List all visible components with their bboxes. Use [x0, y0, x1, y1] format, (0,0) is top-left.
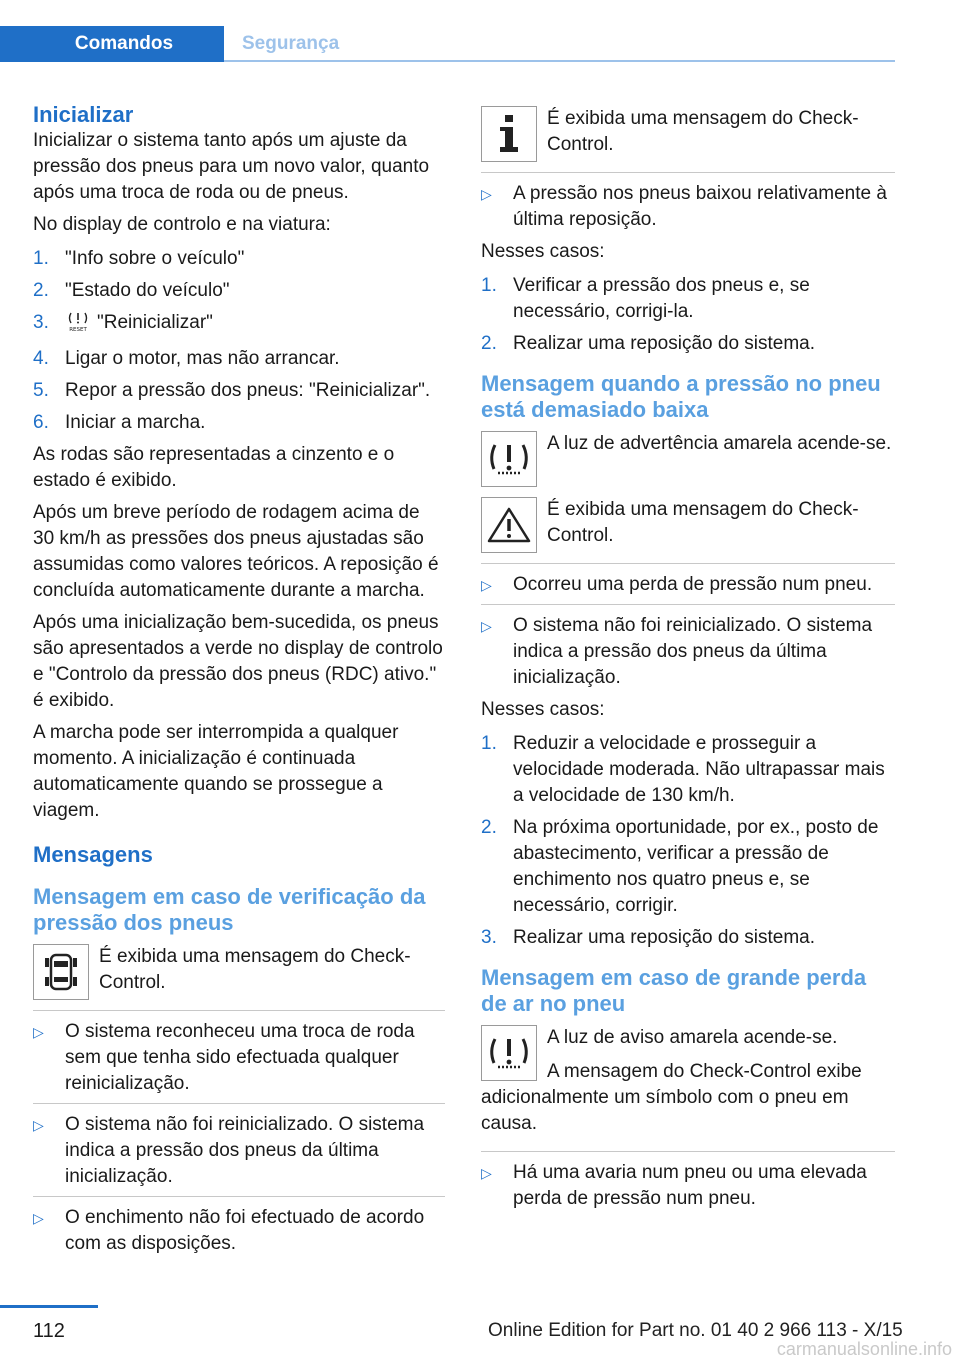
step-text: "Estado do veículo"	[65, 280, 230, 301]
bullet-list	[33, 1010, 445, 1257]
list-item	[481, 1160, 895, 1212]
warning-light-message	[481, 431, 895, 487]
bullet-text: Há uma avaria num pneu ou uma elevada perda de pressão num pneu.	[513, 1162, 867, 1209]
bullet-text: O sistema não foi reinicializado. O sistema indica a pressão dos pneus da última inicialização.	[513, 615, 873, 688]
triangle-bullet-icon: ▷	[481, 577, 492, 593]
heading-inicializar: Inicializar	[33, 102, 134, 127]
step-text: "Reinicializar"	[97, 312, 213, 333]
triangle-bullet-icon: ▷	[33, 1024, 44, 1040]
list-item	[33, 378, 445, 404]
tab-seguranca[interactable]: Segurança	[242, 33, 340, 54]
list-item	[481, 572, 895, 598]
list-item	[33, 1103, 445, 1190]
footer-accent-line	[0, 1305, 98, 1308]
triangle-bullet-icon: ▷	[33, 1117, 44, 1133]
step-number: 1.	[33, 248, 49, 269]
list-item	[33, 1019, 445, 1097]
list-item	[481, 815, 895, 919]
icon-caption: É exibida uma mensagem do Check-Control.	[547, 108, 859, 155]
bullet-list	[481, 1151, 895, 1212]
watermark: carmanualsonline.info	[776, 1339, 952, 1359]
icon-caption: É exibida uma mensagem do Check-Control.	[547, 499, 859, 546]
step-number: 2.	[481, 817, 497, 838]
list-item	[33, 410, 445, 436]
icon-caption	[547, 1025, 895, 1057]
list-item	[481, 925, 895, 951]
steps-list	[481, 731, 895, 951]
paragraph: A marcha pode ser interrompida a qualquer momento. A inicialização é continuada automaticamente quando se prossegue a viagem.	[33, 722, 399, 821]
step-text: "Info sobre o veículo"	[65, 248, 245, 269]
list-item	[33, 1196, 445, 1257]
list-item	[33, 246, 445, 272]
icon-caption: É exibida uma mensagem do Check-Control.	[99, 946, 411, 993]
step-number: 2.	[33, 280, 49, 301]
check-control-message	[481, 106, 895, 162]
warning-triangle-icon	[481, 497, 537, 553]
right-column	[481, 102, 895, 1218]
header-divider	[224, 60, 895, 62]
list-item	[481, 331, 895, 357]
header-tabs	[0, 26, 895, 62]
triangle-bullet-icon: ▷	[481, 1165, 492, 1181]
paragraph: Após uma inicialização bem-sucedida, os pneus são apresentados a verde no display de controlo e "Controlo da pressão dos pneus (RDC) ativo." é exibido.	[33, 612, 443, 711]
step-number: 1.	[481, 275, 497, 296]
triangle-bullet-icon: ▷	[481, 618, 492, 634]
check-control-message	[33, 944, 445, 1000]
triangle-bullet-icon: ▷	[481, 186, 492, 202]
paragraph: Inicializar o sistema tanto após um ajuste da pressão dos pneus para um novo valor, quanto após uma troca de roda ou de pneus.	[33, 130, 430, 203]
bullet-text: O enchimento não foi efectuado de acordo com as disposições.	[65, 1207, 425, 1254]
paragraph: Nesses casos:	[481, 241, 605, 262]
list-item	[481, 273, 895, 325]
list-item	[33, 346, 445, 372]
step-text: Iniciar a marcha.	[65, 412, 206, 433]
step-number: 6.	[33, 412, 49, 433]
step-number: 3.	[33, 312, 49, 333]
paragraph: Nesses casos:	[481, 699, 605, 720]
tab-comandos[interactable]: Comandos	[0, 26, 224, 62]
step-text: Verificar a pressão dos pneus e, se necessário, corrigi-la.	[513, 275, 810, 322]
step-text: Reduzir a velocidade e prosseguir a velocidade moderada. Não ultrapassar mais a velocidade de 130 km/h.	[513, 733, 885, 806]
bullet-text: O sistema reconheceu uma troca de roda sem que tenha sido efectuada qualquer reinicialização.	[65, 1021, 415, 1094]
step-number: 3.	[481, 927, 497, 948]
edition-text: Online Edition for Part no. 01 40 2 966 113 - X/15	[488, 1320, 903, 1341]
triangle-bullet-icon: ▷	[33, 1210, 44, 1226]
heading-verificacao: Mensagem em caso de verificação da pressão dos pneus	[33, 884, 426, 935]
bullet-list	[481, 172, 895, 233]
step-text: Realizar uma reposição do sistema.	[513, 927, 816, 948]
steps-list	[481, 273, 895, 357]
tire-reset-icon	[65, 310, 91, 340]
car-tire-pressure-icon	[33, 944, 89, 1000]
page-number: 112	[33, 1320, 65, 1342]
icon-caption-line: A luz de aviso amarela acende-se.	[547, 1027, 838, 1048]
paragraph: A mensagem do Check-Control exibe adicionalmente um símbolo com o pneu em causa.	[481, 1061, 862, 1134]
step-number: 4.	[33, 348, 49, 369]
heading-mensagens: Mensagens	[33, 842, 153, 867]
info-icon	[481, 106, 537, 162]
check-control-message	[481, 497, 895, 553]
left-column	[33, 102, 445, 1263]
step-text: Ligar o motor, mas não arrancar.	[65, 348, 340, 369]
reset-icon-label: RESET	[69, 327, 87, 332]
list-item	[33, 310, 445, 340]
paragraph: Após um breve período de rodagem acima de 30 km/h as pressões dos pneus ajustadas são assumidas como valores teóricos. A reposição é concluída automaticamente durante a marcha.	[33, 502, 439, 601]
bullet-text: A pressão nos pneus baixou relativamente à última reposição.	[513, 183, 887, 230]
step-text: Na próxima oportunidade, por ex., posto de abastecimento, verificar a pressão de enchimento nos quatro pneus e, se necessário, corrigir.	[513, 817, 879, 916]
bullet-list	[481, 563, 895, 691]
step-text: Repor a pressão dos pneus: "Reinicializar".	[65, 380, 431, 401]
bullet-text: Ocorreu uma perda de pressão num pneu.	[513, 574, 873, 595]
step-number: 5.	[33, 380, 49, 401]
paragraph: As rodas são representadas a cinzento e o estado é exibido.	[33, 444, 395, 491]
tire-pressure-warning-icon	[481, 1025, 537, 1081]
list-item	[481, 731, 895, 809]
tire-pressure-warning-icon	[481, 431, 537, 487]
bullet-text: O sistema não foi reinicializado. O sistema indica a pressão dos pneus da última inicialização.	[65, 1114, 425, 1187]
step-number: 1.	[481, 733, 497, 754]
icon-caption: A luz de advertência amarela acende-se.	[547, 433, 892, 454]
step-number: 2.	[481, 333, 497, 354]
step-text: Realizar uma reposição do sistema.	[513, 333, 816, 354]
heading-grande-perda: Mensagem em caso de grande perda de ar no pneu	[481, 965, 867, 1016]
list-item	[33, 278, 445, 304]
list-item	[481, 604, 895, 691]
paragraph: No display de controlo e na viatura:	[33, 214, 331, 235]
heading-pressao-baixa: Mensagem quando a pressão no pneu está demasiado baixa	[481, 371, 881, 422]
list-item	[481, 181, 895, 233]
steps-list	[33, 246, 445, 436]
